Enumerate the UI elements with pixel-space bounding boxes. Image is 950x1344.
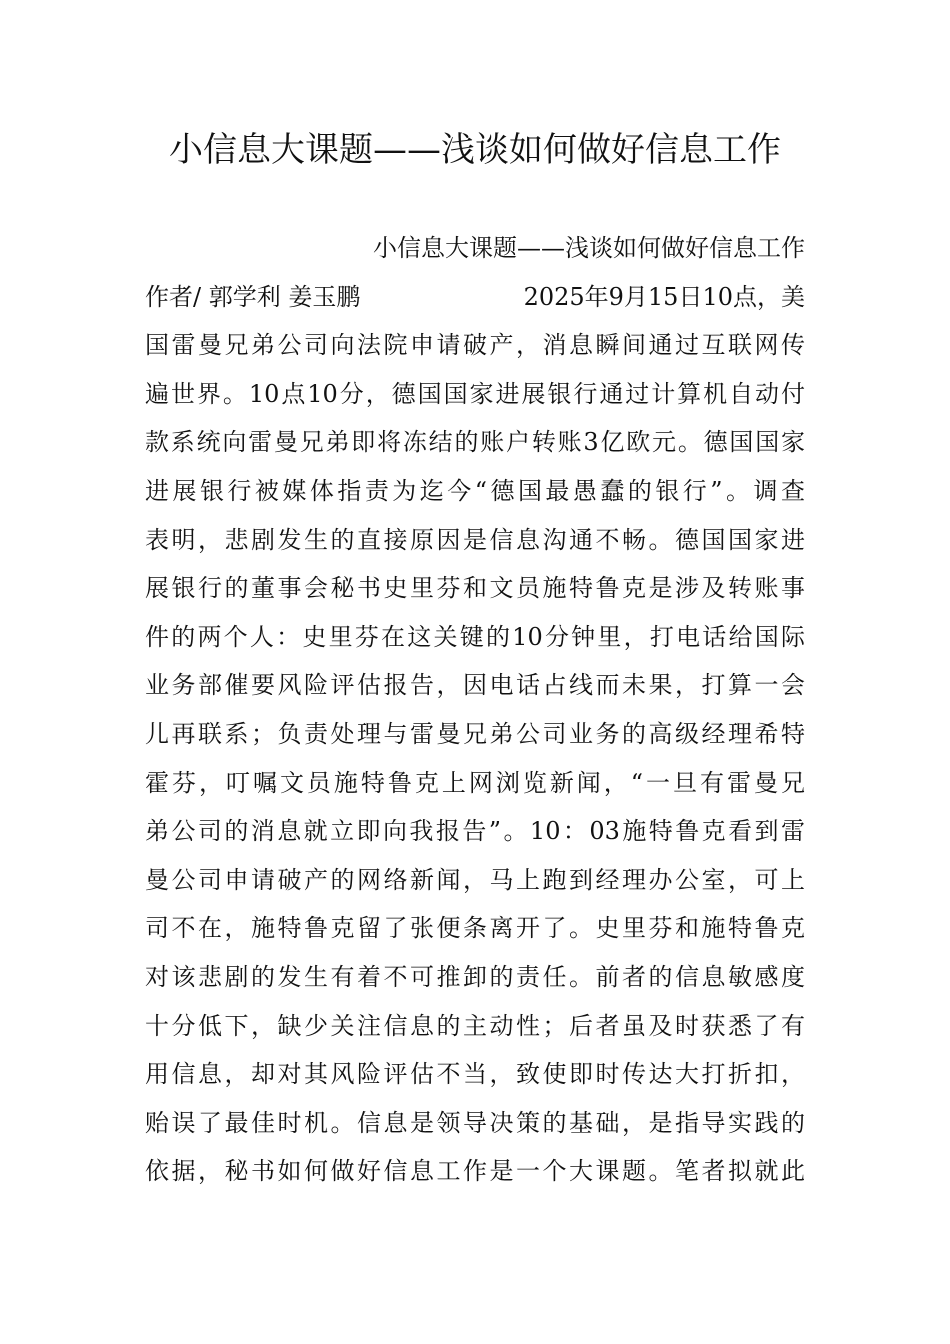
body-line: 遍世界。10点10分，德国国家进展银行通过计算机自动付 [145,379,805,408]
paragraph-lead: 2025年9月15日10点，美 [523,282,805,311]
author-byline: 作者/ 郭学利 姜玉鹏 [145,282,361,311]
body-line: 司不在，施特鲁克留了张便条离开了。史里芬和施特鲁克 [145,914,805,943]
body-line: 款系统向雷曼兄弟即将冻结的账户转账3亿欧元。德国国家 [145,428,805,457]
body-line: 曼公司申请破产的网络新闻，马上跑到经理办公室，可上 [145,865,805,894]
body-line: 件的两个人：史里芬在这关键的10分钟里，打电话给国际 [145,622,805,651]
document-body [145,224,805,1196]
author-line [145,273,805,322]
body-line: 用信息，却对其风险评估不当，致使即时传达大打折扣， [145,1060,805,1089]
body-line: 对该悲剧的发生有着不可推卸的责任。前者的信息敏感度 [145,962,805,991]
body-line: 霍芬，叮嘱文员施特鲁克上网浏览新闻，“一旦有雷曼兄 [145,768,805,797]
body-line: 业务部催要风险评估报告，因电话占线而未果，打算一会 [145,671,805,700]
body-line: 十分低下，缺少关注信息的主动性；后者虽及时获悉了有 [145,1011,805,1040]
body-line: 进展银行被媒体指责为迄今“德国最愚蠢的银行”。调查 [145,476,805,505]
body-line: 贻误了最佳时机。信息是领导决策的基础，是指导实践的 [145,1108,805,1137]
body-line: 展银行的董事会秘书史里芬和文员施特鲁克是涉及转账事 [145,574,805,603]
body-line: 依据，秘书如何做好信息工作是一个大课题。笔者拟就此 [145,1157,805,1186]
document-title: 小信息大课题——浅谈如何做好信息工作 [169,130,781,170]
body-line: 儿再联系；负责处理与雷曼兄弟公司业务的高级经理希特 [145,719,805,748]
body-line: 表明，悲剧发生的直接原因是信息沟通不畅。德国国家进 [145,525,805,554]
document-subtitle: 小信息大课题——浅谈如何做好信息工作 [373,234,805,262]
body-line: 弟公司的消息就立即向我报告”。10：03施特鲁克看到雷 [145,817,805,846]
body-line: 国雷曼兄弟公司向法院申请破产，消息瞬间通过互联网传 [145,331,805,360]
